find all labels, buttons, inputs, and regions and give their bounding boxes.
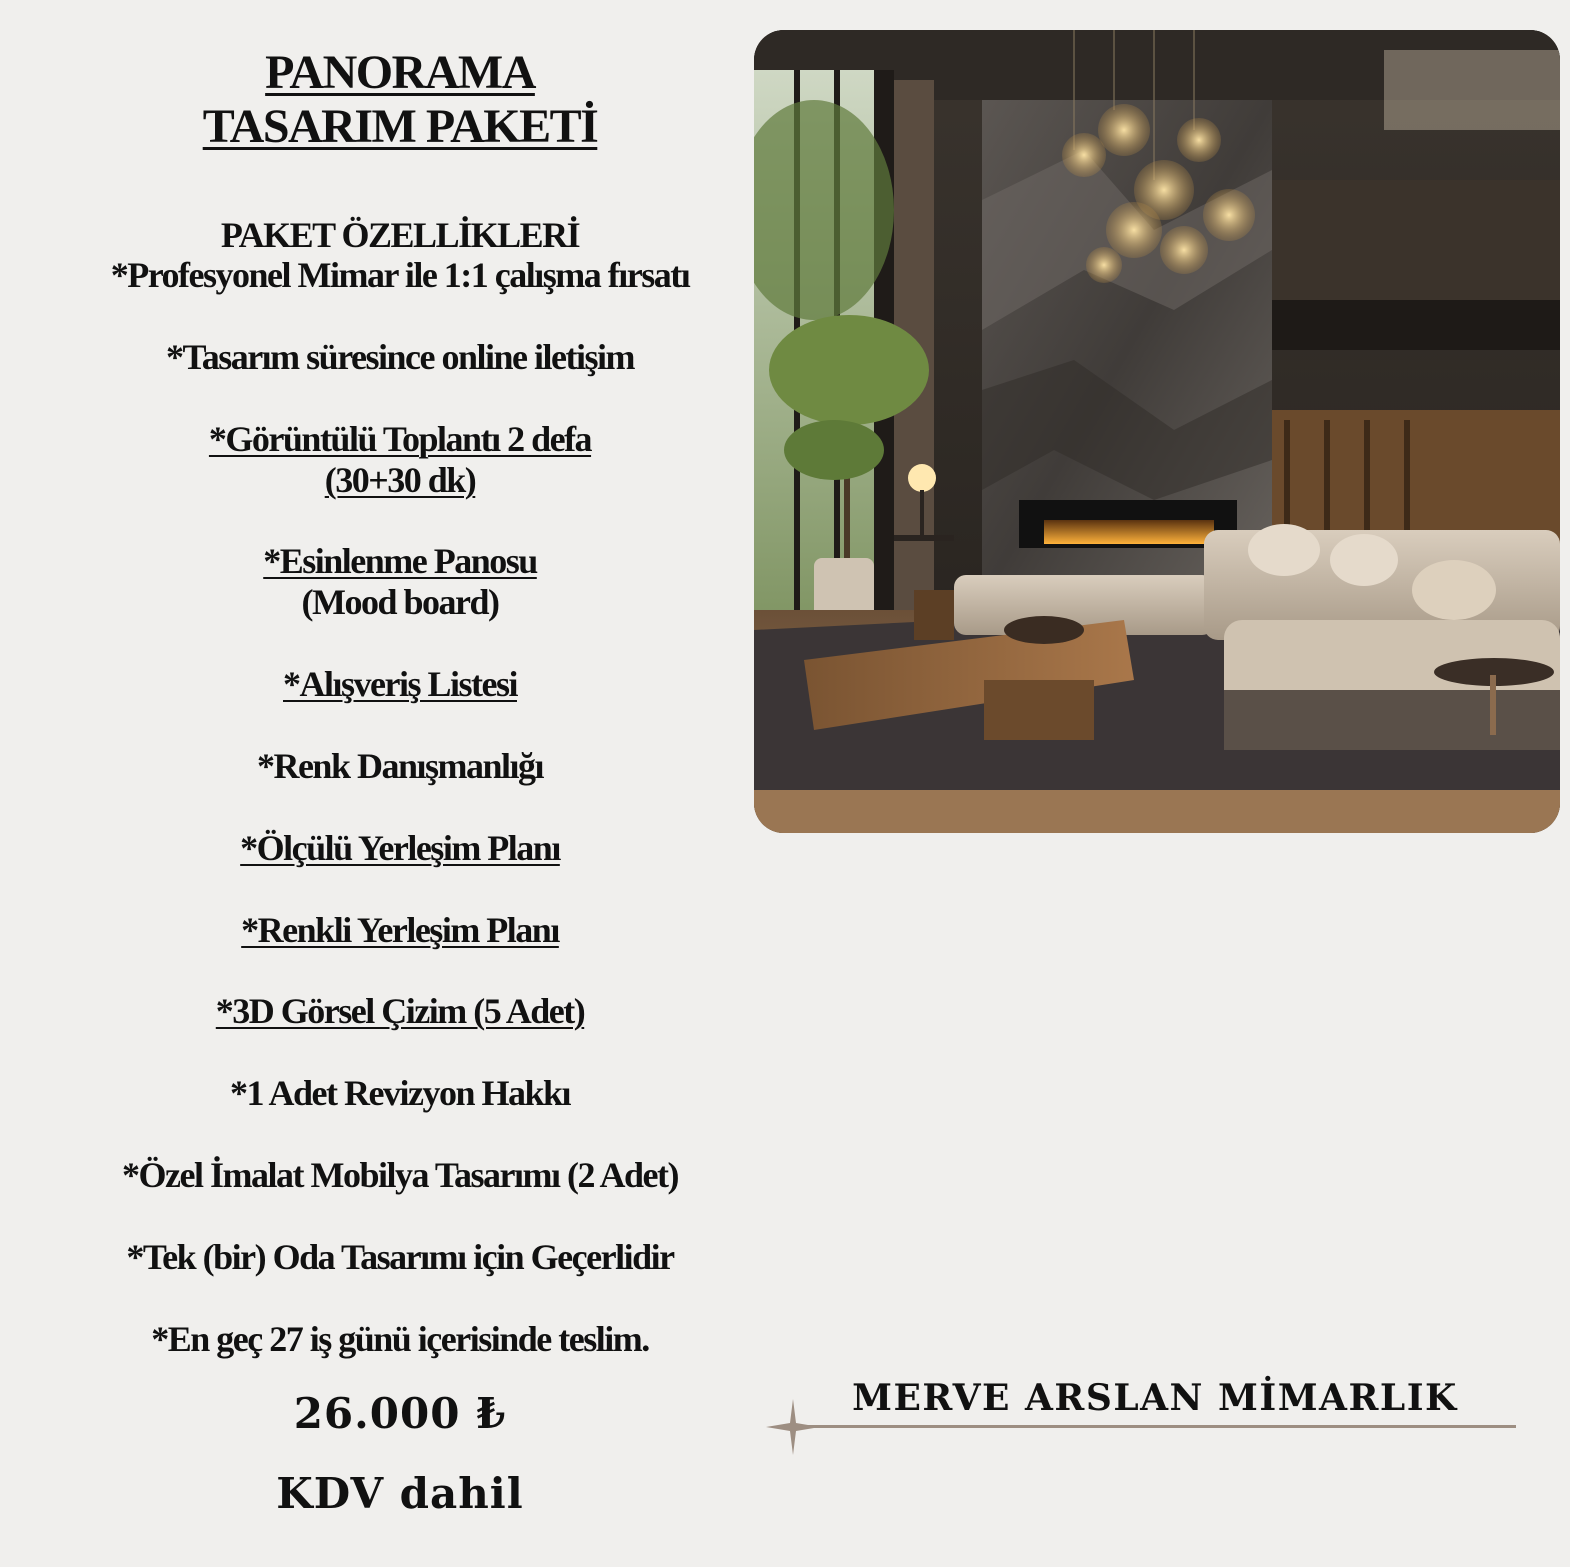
feature-item-revision: *1 Adet Revizyon Hakkı <box>229 1073 571 1113</box>
feature-item-architect: *Profesyonel Mimar ile 1:1 çalışma fırsatı <box>110 255 690 295</box>
feature-item-dimensioned-plan: *Ölçülü Yerleşim Planı <box>240 828 560 868</box>
brand-name: MERVE ARSLAN MİMARLIK <box>852 1377 1458 1419</box>
package-title-line2: TASARIM PAKETİ <box>202 100 598 153</box>
feature-item-video-meeting-duration: (30+30 dk) <box>324 460 476 500</box>
feature-item-custom-furniture: *Özel İmalat Mobilya Tasarımı (2 Adet) <box>122 1155 678 1195</box>
feature-item-delivery: *En geç 27 iş günü içerisinde teslim. <box>151 1319 649 1359</box>
feature-item-color-consulting: *Renk Danışmanlığı <box>256 746 544 786</box>
brand-divider <box>790 1425 1516 1428</box>
feature-item-single-room: *Tek (bir) Oda Tasarımı için Geçerlidir <box>126 1237 674 1277</box>
feature-item-shopping-list: *Alışveriş Listesi <box>283 664 517 704</box>
interior-photo <box>754 30 1560 833</box>
interior-photo-illustration <box>754 30 1560 833</box>
feature-item-mood-board-note: (Mood board) <box>301 582 499 622</box>
package-price: 26.000 ₺ <box>293 1389 507 1438</box>
package-title-line1: PANORAMA <box>265 46 535 99</box>
feature-item-mood-board: *Esinlenme Panosu <box>263 541 537 581</box>
feature-item-video-meeting: *Görüntülü Toplantı 2 defa <box>208 419 592 459</box>
four-point-sparkle-icon <box>766 1399 820 1455</box>
features-heading: PAKET ÖZELLİKLERİ <box>220 215 580 255</box>
feature-item-online-communication: *Tasarım süresince online iletişim <box>165 337 634 377</box>
feature-item-3d-renders: *3D Görsel Çizim (5 Adet) <box>215 991 585 1031</box>
feature-item-color-plan: *Renkli Yerleşim Planı <box>241 910 559 950</box>
tax-note: KDV dahil <box>276 1469 524 1518</box>
